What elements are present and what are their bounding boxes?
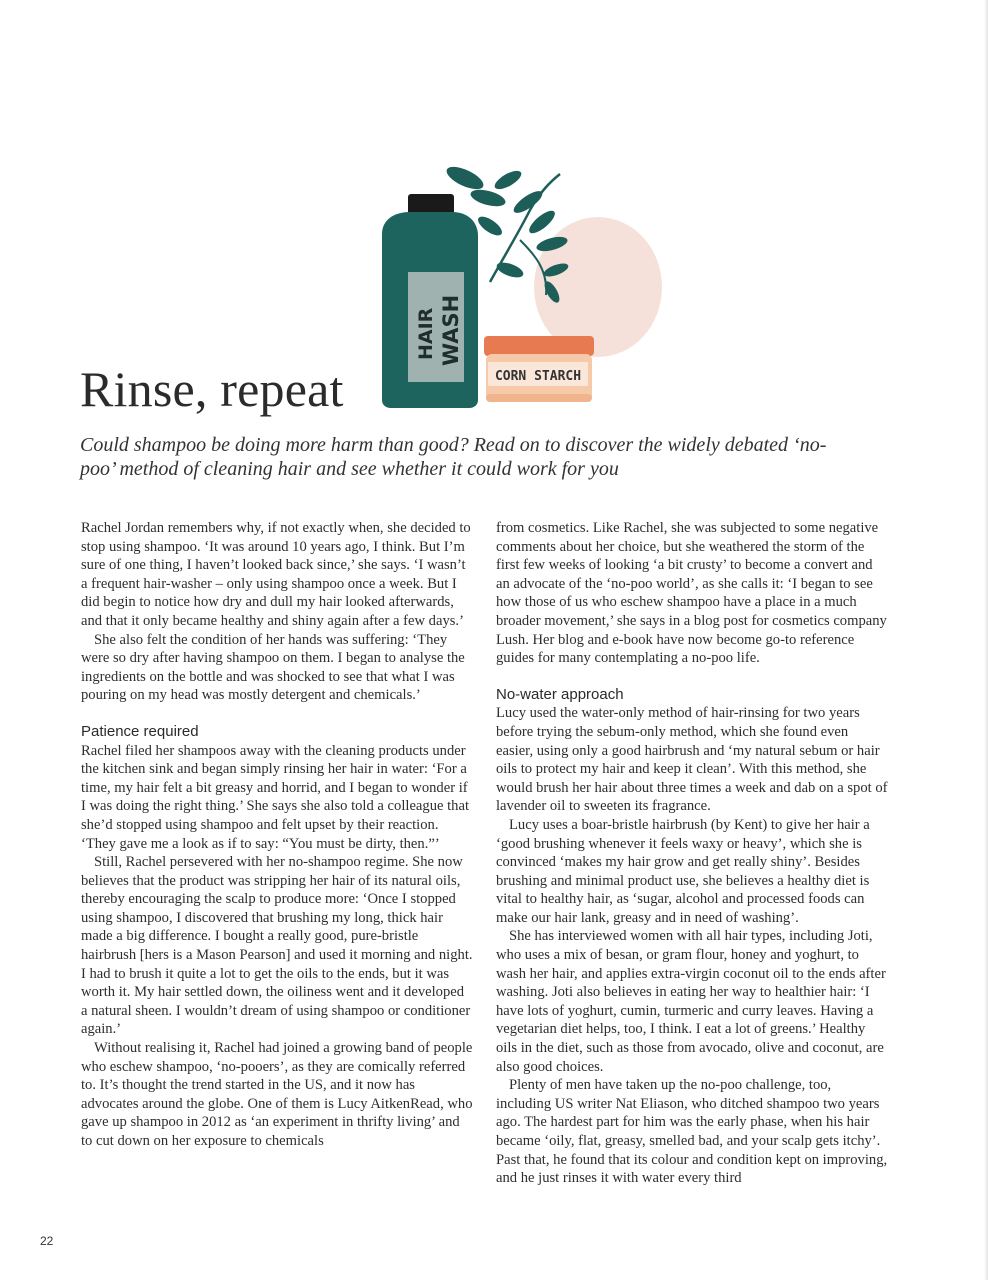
paragraph: Rachel filed her shampoos away with the cleaning products under the kitchen sink and began simply rinsing her hair in water: ‘For a time, my hair felt a bit greasy and horrid, and I began to wonder if I was doing the right thing.’ She says she also told a colleague that she’d stopped using shampoo and felt upset by their reaction. ‘They gave me a look as if to say: “You must be dirty, then.”’ xyxy=(81,742,470,852)
paragraph: Still, Rachel persevered with her no-shampoo regime. She now believes that the product was stripping her hair of its natural oils, thereby encouraging the scalp to produce more: ‘Once I stopped using shampoo, I discovered that brushing my long, thick hair made a big difference. I bought a really good, pure-bristle hairbrush [hers is a Mason Pearson] and used it morning and night. I had to brush it quite a lot to get the oils to the ends, but it was worth it. My hair settled down, the oiliness went and it developed a natural sheen. I wouldn’t dream of using shampoo or conditioner again.’ xyxy=(81,854,473,1038)
page-edge xyxy=(984,0,988,1280)
page-number: 22 xyxy=(40,1234,54,1248)
subheading-no-water-approach: No-water approach xyxy=(496,685,624,703)
paragraph: Lucy uses a boar-bristle hairbrush (by Kent) to give her hair a ‘good brushing whenever it feels waxy or heavy’, which she is convinced ‘makes my hair grow and get really shiny’. Besides brushing and minimal product use, she believes a healthy diet is vital to healthy hair, as ‘sugar, alcohol and processed foods can make our hair lank, greasy and in need of washing’. xyxy=(496,816,870,926)
corn-starch-jar xyxy=(484,336,594,402)
subheading-patience-required: Patience required xyxy=(81,722,199,740)
jar-label: CORN STARCH xyxy=(494,369,582,384)
article-title: Rinse, repeat xyxy=(80,361,344,417)
paragraph: Lucy used the water-only method of hair-rinsing for two years before trying the sebum-only method, which she found even easier, using only a good hairbrush and ‘my natural sebum or hair oils to protect my hair and keep it clean’. With this method, she would brush her hair about three times a week and dab on a spot of lavender oil to sweeten its fragrance. xyxy=(496,705,888,815)
article-column-right xyxy=(496,519,888,1188)
paragraph: She has interviewed women with all hair types, including Joti, who uses a mix of besan, or gram flour, honey and yoghurt, to wash her hair, and applies extra-virgin coconut oil to the ends after washing. Joti also believes in eating her way to healthier hair: ‘I have lots of yoghurt, cumin, turmeric and curry leaves. Having a vegetarian diet helps, too, I think. I eat a lot of greens.’ Healthy oils in the diet, such as those from avocado, olive and coconut, are also good choices. xyxy=(496,928,886,1075)
paragraph: Plenty of men have taken up the no-poo challenge, too, including US writer Nat Eliason, who ditched shampoo two years ago. The hardest part for him was the early phase, when his hair became ‘oily, flat, greasy, smelled bad, and your scalp gets itchy’. Past that, he found that its colour and condition kept on improving, and he just rinses it with water every third xyxy=(496,1077,888,1187)
hair-products-illustration xyxy=(370,160,670,420)
paragraph: Without realising it, Rachel had joined a growing band of people who eschew shampoo, ‘no-pooers’, as they are comically referred to. It’s thought the trend started in the US, and it now has advocates around the globe. One of them is Lucy AitkenRead, who gave up shampoo in 2012 as ‘an experiment in thrifty living’ and to cut down on her exposure to chemicals xyxy=(81,1040,473,1149)
article-column-left xyxy=(81,519,473,1151)
paragraph: from cosmetics. Like Rachel, she was subjected to some negative comments about her choice, but she weathered the storm of the first few weeks of looking ‘a bit crusty’ to become a convert and an advocate of the ‘no-poo world’, as she calls it: ‘I began to see how those of us who eschew shampoo have a place in a much broader movement,’ she says in a blog post for cosmetics company Lush. Her blog and e-book have now become go-to reference guides for many contemplating a no-poo life. xyxy=(496,520,887,667)
hair-wash-bottle xyxy=(382,194,478,408)
paragraph: She also felt the condition of her hands was suffering: ‘They were so dry after having shampoo on them. I began to analyse the ingredients on the bottle and was shocked to see that what I was pouring on my head was mostly detergent and chemicals.’ xyxy=(81,631,465,704)
paragraph: Rachel Jordan remembers why, if not exactly when, she decided to stop using shampoo. ‘It was around 10 years ago, I think. But I’m sure of one thing, I haven’t looked back since,’ she says. ‘I wasn’t a frequent hair-washer – only using shampoo once a week. But I did begin to notice how dry and dull my hair looked afterwards, and that it only became healthy and shiny again after a few days.’ xyxy=(81,520,471,629)
bottle-label-line1: HAIR xyxy=(415,307,437,360)
article-standfirst: Could shampoo be doing more harm than good? Read on to discover the widely debated ‘no-poo’ method of cleaning hair and see whether it could work for you xyxy=(80,434,827,480)
bottle-label-line2: WASH xyxy=(439,294,463,366)
